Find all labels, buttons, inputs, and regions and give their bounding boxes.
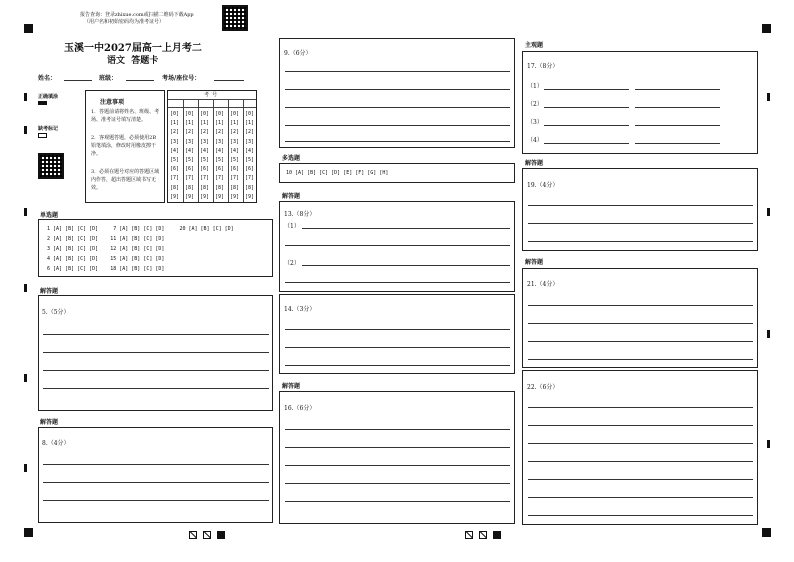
- notice-line-2: （用户名和初始密码均为准考证号）: [84, 19, 165, 25]
- answer-line[interactable]: [43, 334, 269, 335]
- timing-mark: [24, 284, 27, 292]
- answer-line[interactable]: [302, 228, 510, 229]
- answer-line[interactable]: [285, 141, 510, 142]
- question-13-part-2-label: （2）: [284, 260, 300, 267]
- exam-number-digit-bubble[interactable]: [0]: [170, 111, 180, 117]
- question-5-box[interactable]: [38, 295, 273, 411]
- answer-line[interactable]: [544, 125, 629, 126]
- answer-line[interactable]: [635, 143, 720, 144]
- exam-number-grid: [167, 90, 257, 203]
- corner-marker-br: [762, 528, 771, 537]
- answer-line[interactable]: [285, 125, 510, 126]
- single-choice-box: [38, 219, 273, 277]
- exam-number-digit-bubble[interactable]: [6]: [245, 166, 255, 173]
- exam-number-digit-bubble[interactable]: [9]: [245, 193, 255, 200]
- answer-line[interactable]: [285, 465, 510, 466]
- exam-number-digit-bubble[interactable]: [3]: [215, 138, 225, 145]
- question-9-label: 9.（6分）: [284, 50, 312, 57]
- name-field[interactable]: [64, 80, 92, 81]
- answer-line[interactable]: [528, 461, 753, 462]
- answer-line[interactable]: [285, 71, 510, 72]
- correct-fill-sample: [38, 101, 47, 105]
- exam-number-digit-bubble[interactable]: [2]: [245, 129, 255, 136]
- exam-number-digit-bubble[interactable]: [8]: [230, 184, 240, 191]
- answer-line[interactable]: [528, 497, 753, 498]
- answer-line[interactable]: [285, 429, 510, 430]
- exam-number-digit-bubble[interactable]: [3]: [185, 138, 195, 145]
- question-17-part-3-label: （3）: [527, 119, 543, 126]
- exam-number-digit-bubble[interactable]: [6]: [230, 166, 240, 173]
- timing-mark: [767, 93, 770, 101]
- exam-number-digit-bubble[interactable]: [6]: [185, 166, 195, 173]
- exam-number-digit-bubble[interactable]: [0]: [215, 111, 225, 117]
- exam-number-digit-bubble[interactable]: [2]: [185, 129, 195, 136]
- single-choice-row-4[interactable]: 4 [A] [B] [C] [D] 15 [A] [B] [C] [D]: [47, 256, 165, 262]
- exam-number-digit-bubble[interactable]: [3]: [245, 138, 255, 145]
- exam-number-digit-bubble[interactable]: [1]: [245, 120, 255, 127]
- question-8-box[interactable]: [38, 427, 273, 523]
- answer-section-title: 解答题: [525, 259, 544, 266]
- exam-number-column-divider: [228, 99, 229, 202]
- exam-number-digit-bubble[interactable]: [5]: [170, 157, 180, 163]
- subjective-section-title: 主观题: [525, 42, 544, 49]
- exam-number-digit-bubble[interactable]: [5]: [200, 157, 210, 163]
- exam-number-digit-bubble[interactable]: [5]: [185, 157, 195, 163]
- exam-number-digit-bubble[interactable]: [6]: [215, 166, 225, 173]
- question-8-label: 8.（4分）: [42, 440, 70, 447]
- single-choice-row-1[interactable]: 1 [A] [B] [C] [D] 7 [A] [B] [C] [D] 20 [A] [B] [C] [D]: [47, 226, 234, 232]
- exam-number-digit-bubble[interactable]: [1]: [200, 120, 210, 127]
- answer-line[interactable]: [635, 125, 720, 126]
- answer-line[interactable]: [528, 323, 753, 324]
- answer-line[interactable]: [285, 107, 510, 108]
- timing-mark: [24, 93, 27, 101]
- timing-mark: [24, 208, 27, 216]
- exam-number-column-divider: [243, 99, 244, 202]
- question-13-box[interactable]: [279, 201, 515, 292]
- answer-line[interactable]: [285, 89, 510, 90]
- exam-number-digit-bubble[interactable]: [4]: [245, 147, 255, 154]
- exam-number-digit-bubble[interactable]: [4]: [230, 147, 240, 154]
- exam-number-digit-bubble[interactable]: [9]: [215, 193, 225, 200]
- question-19-box[interactable]: [522, 168, 758, 251]
- timing-mark: [767, 208, 770, 216]
- question-13-label: 13.（8分）: [284, 211, 316, 218]
- single-choice-row-5[interactable]: 6 [A] [B] [C] [D] 18 [A] [B] [C] [D]: [47, 266, 165, 272]
- exam-number-digit-bubble[interactable]: [5]: [215, 157, 225, 163]
- exam-number-digit-bubble[interactable]: [9]: [200, 193, 210, 200]
- answer-line[interactable]: [544, 143, 629, 144]
- exam-number-column-divider: [198, 99, 199, 202]
- answer-line[interactable]: [285, 501, 510, 502]
- timing-mark: [24, 464, 27, 472]
- exam-number-digit-bubble[interactable]: [7]: [215, 175, 225, 182]
- answer-line[interactable]: [528, 223, 753, 224]
- exam-number-digit-bubble[interactable]: [7]: [185, 175, 195, 182]
- correct-fill-label: 正确填涂: [38, 94, 59, 100]
- page-subtitle: 语文 答题卡: [107, 56, 159, 66]
- single-choice-row-2[interactable]: 2 [A] [B] [C] [D] 11 [A] [B] [C] [D]: [47, 236, 165, 242]
- answer-section-title: 解答题: [282, 383, 301, 390]
- exam-number-digit-bubble[interactable]: [2]: [230, 129, 240, 136]
- exam-number-digit-bubble[interactable]: [2]: [170, 129, 180, 136]
- exam-number-digit-bubble[interactable]: [3]: [170, 138, 180, 145]
- answer-line[interactable]: [635, 89, 720, 90]
- exam-number-digit-bubble[interactable]: [5]: [230, 157, 240, 163]
- question-17-part-4-label: （4）: [527, 137, 543, 144]
- exam-number-digit-bubble[interactable]: [8]: [215, 184, 225, 191]
- answer-line[interactable]: [528, 359, 753, 360]
- page-marker-filled-icon: [217, 531, 225, 539]
- exam-number-digit-bubble[interactable]: [8]: [170, 184, 180, 191]
- exam-number-digit-bubble[interactable]: [9]: [170, 193, 180, 200]
- page-marker-slash-icon: [479, 531, 487, 539]
- name-label: 姓名：: [38, 75, 57, 82]
- answer-line[interactable]: [528, 479, 753, 480]
- answer-section-title: 解答题: [525, 160, 544, 167]
- question-16-label: 16.（6分）: [284, 405, 316, 412]
- corner-marker-tl: [24, 24, 33, 33]
- room-seat-field[interactable]: [214, 80, 244, 81]
- corner-marker-bl: [24, 528, 33, 537]
- single-choice-title: 单选题: [40, 212, 59, 219]
- exam-number-digit-bubble[interactable]: [1]: [170, 120, 180, 127]
- class-field[interactable]: [126, 80, 154, 81]
- exam-number-digit-bubble[interactable]: [7]: [200, 175, 210, 182]
- exam-number-digit-bubble[interactable]: [3]: [230, 138, 240, 145]
- question-22-box[interactable]: [522, 370, 758, 525]
- question-22-label: 22.（6分）: [527, 384, 559, 391]
- timing-mark: [767, 440, 770, 448]
- answer-line[interactable]: [285, 365, 510, 366]
- notes-title: 注意事项: [100, 99, 125, 106]
- exam-number-digit-bubble[interactable]: [7]: [245, 175, 255, 182]
- question-9-box[interactable]: [279, 38, 515, 148]
- page-title: 玉溪一中2027届高一上月考二: [64, 43, 202, 54]
- class-label: 班级：: [99, 75, 118, 82]
- exam-number-digit-bubble[interactable]: [7]: [170, 175, 180, 182]
- answer-line[interactable]: [544, 89, 629, 90]
- student-qr-code: [38, 153, 64, 179]
- corner-marker-tr: [762, 24, 771, 33]
- header-qr-code: [222, 5, 248, 31]
- exam-number-digit-bubble[interactable]: [8]: [200, 184, 210, 191]
- exam-number-digit-bubble[interactable]: [9]: [185, 193, 195, 200]
- absent-mark-box[interactable]: [38, 133, 47, 138]
- answer-line[interactable]: [43, 500, 269, 501]
- timing-mark: [24, 374, 27, 382]
- exam-number-digit-bubble[interactable]: [1]: [185, 120, 195, 127]
- exam-number-digit-bubble[interactable]: [0]: [200, 111, 210, 117]
- exam-number-digit-bubble[interactable]: [6]: [170, 166, 180, 173]
- page-marker-slash-icon: [465, 531, 473, 539]
- question-17-label: 17.（8分）: [527, 63, 559, 70]
- room-seat-label: 考场/座位号：: [162, 75, 201, 82]
- answer-line[interactable]: [544, 107, 629, 108]
- timing-mark: [24, 126, 27, 134]
- answer-line[interactable]: [528, 515, 753, 516]
- question-19-label: 19.（4分）: [527, 182, 559, 189]
- absent-mark-label: 缺考标记: [38, 126, 59, 132]
- exam-number-title: 考 号: [204, 92, 218, 98]
- question-14-box[interactable]: [279, 294, 515, 374]
- exam-number-digit-bubble[interactable]: [2]: [200, 129, 210, 136]
- answer-line[interactable]: [635, 107, 720, 108]
- answer-line[interactable]: [528, 305, 753, 306]
- question-17-part-2-label: （2）: [527, 101, 543, 108]
- question-14-label: 14.（3分）: [284, 306, 316, 313]
- answer-line[interactable]: [43, 370, 269, 371]
- answer-line[interactable]: [285, 282, 510, 283]
- answer-line[interactable]: [528, 241, 753, 242]
- answer-section-title: 解答题: [40, 419, 59, 426]
- answer-line[interactable]: [528, 407, 753, 408]
- single-choice-row-3[interactable]: 3 [A] [B] [C] [D] 12 [A] [B] [C] [D]: [47, 246, 165, 252]
- exam-number-digit-bubble[interactable]: [0]: [230, 111, 240, 117]
- page-marker-filled-icon: [493, 531, 501, 539]
- exam-number-digit-bubble[interactable]: [9]: [230, 193, 240, 200]
- question-21-box[interactable]: [522, 268, 758, 368]
- answer-line[interactable]: [528, 425, 753, 426]
- exam-number-digit-bubble[interactable]: [8]: [185, 184, 195, 191]
- answer-line[interactable]: [43, 352, 269, 353]
- notes-item-1: 1．答题前请将姓名、班级、考场、准考证号填写清楚。: [91, 109, 160, 123]
- multi-choice-box: [279, 163, 515, 183]
- exam-number-digit-bubble[interactable]: [4]: [170, 147, 180, 154]
- answer-line[interactable]: [43, 388, 269, 389]
- answer-line[interactable]: [302, 265, 510, 266]
- answer-line[interactable]: [285, 347, 510, 348]
- exam-number-digit-bubble[interactable]: [7]: [230, 175, 240, 182]
- question-17-part-1-label: （1）: [527, 83, 543, 90]
- exam-number-digit-bubble[interactable]: [2]: [215, 129, 225, 136]
- answer-line[interactable]: [285, 483, 510, 484]
- page-marker-slash-icon: [189, 531, 197, 539]
- answer-line[interactable]: [285, 329, 510, 330]
- question-16-box[interactable]: [279, 391, 515, 524]
- exam-number-digit-bubble[interactable]: [4]: [215, 147, 225, 154]
- answer-section-title: 解答题: [282, 193, 301, 200]
- notes-box: [85, 90, 165, 203]
- exam-number-column-divider: [213, 99, 214, 202]
- exam-number-column-divider: [183, 99, 184, 202]
- exam-number-digit-bubble[interactable]: [3]: [200, 138, 210, 145]
- notice-line-1: 报告查询：登录zhixue.com或扫描二维码下载App: [80, 12, 194, 18]
- multi-choice-title: 多选题: [282, 155, 301, 162]
- question-21-label: 21.（4分）: [527, 281, 559, 288]
- exam-number-digit-bubble[interactable]: [4]: [200, 147, 210, 154]
- notes-item-3: 3．必须在题号对应的答题区域内作答，超出答题区域书写无效。: [91, 169, 160, 191]
- answer-line[interactable]: [528, 443, 753, 444]
- exam-number-digit-bubble[interactable]: [1]: [215, 120, 225, 127]
- exam-number-digit-bubble[interactable]: [5]: [245, 157, 255, 163]
- exam-number-digit-bubble[interactable]: [4]: [185, 147, 195, 154]
- answer-line[interactable]: [528, 341, 753, 342]
- notes-item-2: 2．客观题答题，必须使用2B铅笔填涂，修改时用橡皮擦干净。: [91, 135, 157, 157]
- question-17-box[interactable]: [522, 51, 758, 154]
- question-5-label: 5.（5分）: [42, 309, 70, 316]
- exam-number-digit-bubble[interactable]: [1]: [230, 120, 240, 127]
- answer-line[interactable]: [285, 447, 510, 448]
- multi-choice-row[interactable]: 10 [A] [B] [C] [D] [E] [F] [G] [H]: [286, 170, 389, 176]
- exam-number-digit-bubble[interactable]: [0]: [245, 111, 255, 117]
- page-marker-slash-icon: [203, 531, 211, 539]
- timing-mark: [767, 330, 770, 338]
- question-13-part-1-label: （1）: [284, 223, 300, 230]
- exam-number-digit-bubble[interactable]: [0]: [185, 111, 195, 117]
- answer-line[interactable]: [285, 245, 510, 246]
- answer-line[interactable]: [43, 464, 269, 465]
- exam-number-digit-bubble[interactable]: [8]: [245, 184, 255, 191]
- answer-line[interactable]: [43, 482, 269, 483]
- answer-section-title: 解答题: [40, 288, 59, 295]
- answer-line[interactable]: [528, 205, 753, 206]
- exam-number-digit-bubble[interactable]: [6]: [200, 166, 210, 173]
